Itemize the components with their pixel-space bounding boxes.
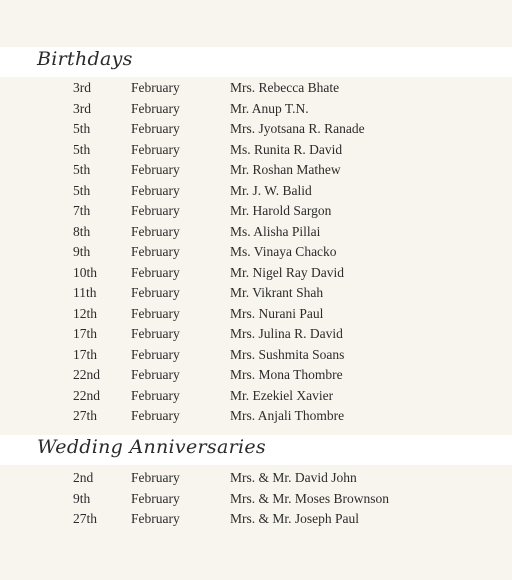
entry-day: 9th: [73, 244, 91, 259]
entry-name: Mr. Vikrant Shah: [230, 285, 324, 300]
list-item: [0, 263, 512, 284]
entry-month: February: [131, 367, 180, 382]
birthdays-heading: Birthdays: [37, 48, 133, 70]
entry-name: Mr. Harold Sargon: [230, 203, 332, 218]
entry-month: February: [131, 162, 180, 177]
entry-month: February: [131, 387, 180, 403]
entry-name: Mrs. Nurani Paul: [230, 305, 324, 321]
entry-day: 10th: [73, 264, 98, 280]
list-item: [0, 345, 512, 366]
entry-name: Mr. Ezekiel Xavier: [230, 387, 334, 403]
entry-day: 5th: [73, 121, 91, 136]
entry-name: Mr. Roshan Mathew: [230, 162, 341, 177]
entry-day: 17th: [73, 326, 98, 341]
entry-day: 7th: [73, 203, 91, 218]
entry-day: 2nd: [73, 470, 94, 485]
entry-month: February: [131, 182, 180, 198]
entry-day: 3rd: [73, 100, 91, 116]
entry-day: 8th: [73, 223, 91, 239]
entry-day: 27th: [73, 408, 98, 423]
entry-name: Mrs. Anjali Thombre: [230, 408, 345, 423]
list-item: [0, 222, 512, 243]
entry-month: February: [131, 100, 180, 116]
list-item: [0, 406, 512, 427]
entry-name: Mrs. & Mr. Moses Brownson: [230, 490, 390, 506]
entry-month: February: [131, 141, 180, 157]
entry-name: Mr. Nigel Ray David: [230, 264, 344, 280]
list-item: [0, 489, 512, 510]
entry-day: 11th: [73, 285, 97, 300]
entry-month: February: [131, 223, 180, 239]
entry-day: 22nd: [73, 367, 100, 382]
list-item: [0, 140, 512, 161]
list-item: [0, 365, 512, 386]
anniversaries-list: [0, 468, 512, 530]
entry-day: 9th: [73, 490, 91, 506]
list-item: [0, 181, 512, 202]
entry-month: February: [131, 121, 180, 136]
entry-name: Mrs. Mona Thombre: [230, 367, 343, 382]
entry-month: February: [131, 408, 180, 423]
entry-day: 12th: [73, 305, 98, 321]
entry-name: Mrs. Rebecca Bhate: [230, 80, 340, 95]
entry-name: Mrs. Julina R. David: [230, 326, 343, 341]
entry-day: 17th: [73, 346, 98, 362]
birthdays-list: [0, 78, 512, 427]
entry-month: February: [131, 264, 180, 280]
list-item: [0, 283, 512, 304]
entry-month: February: [131, 203, 180, 218]
entry-day: 3rd: [73, 80, 91, 95]
entry-name: Mrs. & Mr. David John: [230, 470, 357, 485]
entry-name: Ms. Alisha Pillai: [230, 223, 321, 239]
list-item: [0, 119, 512, 140]
entry-name: Mrs. Jyotsana R. Ranade: [230, 121, 365, 136]
entry-name: Mr. Anup T.N.: [230, 100, 309, 116]
list-item: [0, 160, 512, 181]
entry-day: 27th: [73, 511, 98, 526]
entry-name: Mr. J. W. Balid: [230, 182, 312, 198]
entry-month: February: [131, 305, 180, 321]
list-item: [0, 468, 512, 489]
entry-name: Mrs. Sushmita Soans: [230, 346, 345, 362]
entry-month: February: [131, 80, 180, 95]
entry-day: 22nd: [73, 387, 100, 403]
list-item: [0, 324, 512, 345]
list-item: [0, 99, 512, 120]
entry-day: 5th: [73, 162, 91, 177]
entry-name: Ms. Runita R. David: [230, 141, 343, 157]
anniversaries-heading: Wedding Anniversaries: [37, 436, 266, 458]
list-item: [0, 509, 512, 530]
entry-day: 5th: [73, 182, 91, 198]
entry-name: Mrs. & Mr. Joseph Paul: [230, 511, 360, 526]
list-item: [0, 386, 512, 407]
list-item: [0, 201, 512, 222]
entry-name: Ms. Vinaya Chacko: [230, 244, 337, 259]
entry-month: February: [131, 326, 180, 341]
entry-month: February: [131, 511, 180, 526]
list-item: [0, 304, 512, 325]
list-item: [0, 242, 512, 263]
entry-day: 5th: [73, 141, 91, 157]
entry-month: February: [131, 346, 180, 362]
list-item: [0, 78, 512, 99]
entry-month: February: [131, 244, 180, 259]
entry-month: February: [131, 285, 180, 300]
entry-month: February: [131, 490, 180, 506]
entry-month: February: [131, 470, 180, 485]
